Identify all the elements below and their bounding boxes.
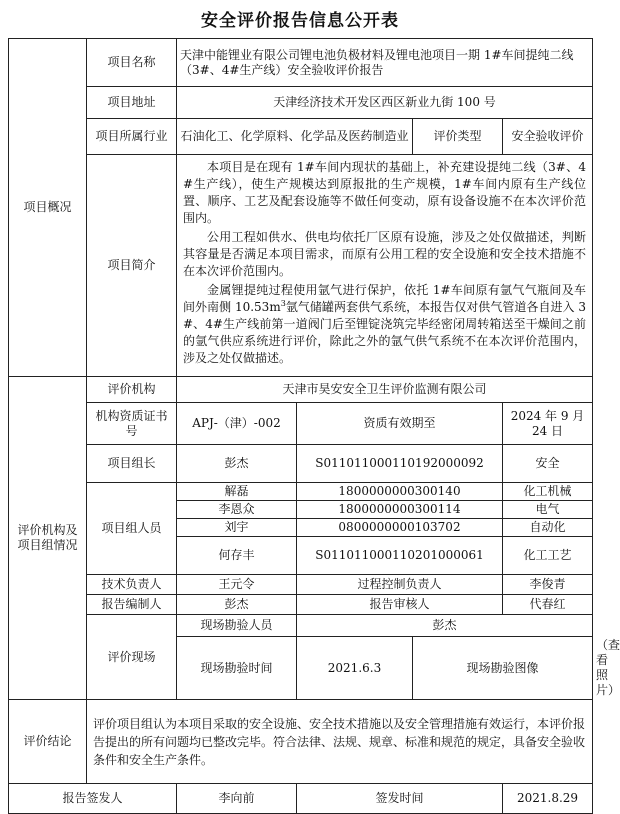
member-id: 1800000000300140 (297, 483, 503, 501)
member-name: 何存丰 (177, 537, 297, 575)
member-name: 解磊 (177, 483, 297, 501)
member-name: 刘宇 (177, 519, 297, 537)
report-table (8, 38, 620, 814)
leader-name: 彭杰 (177, 445, 297, 483)
project-name-label: 项目名称 (87, 39, 177, 87)
validity-value: 2024 年 9 月 24 日 (503, 403, 593, 445)
intro-text (177, 155, 593, 377)
site-staff-label: 现场勘验人员 (177, 615, 297, 637)
reviewer-label: 报告审核人 (297, 595, 503, 615)
table-row (9, 87, 593, 119)
eval-type-label: 评价类型 (413, 119, 503, 155)
address-value: 天津经济技术开发区西区新业九街 100 号 (177, 87, 593, 119)
site-time-label: 现场勘验时间 (177, 637, 297, 700)
member-field: 电气 (503, 501, 593, 519)
members-label: 项目组人员 (87, 483, 177, 575)
member-field: 自动化 (503, 519, 593, 537)
eval-type-value: 安全验收评价 (503, 119, 593, 155)
table-row (9, 445, 593, 483)
table-row (9, 700, 593, 784)
member-field: 化工工艺 (503, 537, 593, 575)
industry-label: 项目所属行业 (87, 119, 177, 155)
intro-paragraph-1: 本项目是在现有 1#车间内现状的基础上，补充建设提纯二线（3#、4#生产线），使生产规模达到原报批的生产规模，1#车间内原有生产线位置、顺序、工艺及配套设施等不做任何变动，原有设备设施不在本次评价范围内。 (183, 160, 587, 225)
page-title: 安全评价报告信息公开表 (201, 11, 399, 31)
leader-label: 项目组长 (87, 445, 177, 483)
table-row (9, 575, 593, 595)
site-time-value: 2021.6.3 (297, 637, 413, 700)
table-row (9, 403, 593, 445)
table-row (9, 155, 593, 377)
superscript-3: 3 (280, 299, 286, 308)
section-overview: 项目概况 (9, 39, 87, 377)
writer-value: 彭杰 (177, 595, 297, 615)
leader-id: S011011000110192000092 (297, 445, 503, 483)
member-id: 1800000000300114 (297, 501, 503, 519)
table-row (9, 784, 593, 814)
address-label: 项目地址 (87, 87, 177, 119)
org-label: 评价机构 (87, 377, 177, 403)
reviewer-value: 代春红 (503, 595, 593, 615)
table-row (9, 39, 593, 87)
project-name-value: 天津中能锂业有限公司锂电池负极材料及锂电池项目一期 1#车间提纯二线（3#、4#生产线）安全验收评价报告 (177, 39, 593, 87)
industry-value: 石油化工、化学原料、化学品及医药制造业 (177, 119, 413, 155)
process-label: 过程控制负责人 (297, 575, 503, 595)
intro-paragraph-3b: 氩气储罐两套供气系统，本报告仅对供气管道各自进入 3#、4#生产线前第一道阀门后至锂锭浇筑完毕经密闭周转箱送至干燥间之前的氩气供应系统进行评价，除此之外的氩气供气系统不在本次评价范围内，涉及之处仅做描述。 (183, 300, 587, 365)
member-name: 李恩众 (177, 501, 297, 519)
validity-label: 资质有效期至 (297, 403, 503, 445)
tech-label: 技术负责人 (87, 575, 177, 595)
signer-value: 李向前 (177, 784, 297, 814)
intro-paragraph-3a: 金属锂提纯过程使用氩气进行保护，依托 1#车间原有氩气气瓶间及车间外南侧 10.53m (183, 283, 587, 314)
sign-time-label: 签发时间 (297, 784, 503, 814)
table-row (9, 615, 593, 637)
writer-label: 报告编制人 (87, 595, 177, 615)
intro-label: 项目简介 (87, 155, 177, 377)
table-row (9, 483, 593, 501)
intro-paragraph-3 (183, 282, 586, 367)
signer-label: 报告签发人 (9, 784, 177, 814)
process-value: 李俊青 (503, 575, 593, 595)
site-staff-value: 彭杰 (297, 615, 593, 637)
table-row (9, 377, 593, 403)
table-row (9, 595, 593, 615)
section-site: 评价现场 (87, 615, 177, 700)
cert-value: APJ-（津）-002 (177, 403, 297, 445)
section-conclusion: 评价结论 (9, 700, 87, 784)
intro-paragraph-2: 公用工程如供水、供电均依托厂区原有设施，涉及之处仅做描述，判断其容量是否满足本项目需求，而原有公用工程的安全设施和安全技术措施不在本次评价范围内。 (183, 230, 587, 278)
table-row: 现场勘验时间 2021.6.3 现场勘验图像 （查看照片） (9, 637, 593, 700)
table-row (9, 119, 593, 155)
member-id: 0800000000103702 (297, 519, 503, 537)
site-image-label: 现场勘验图像 (413, 637, 593, 700)
sign-time-value: 2021.8.29 (503, 784, 593, 814)
cert-label: 机构资质证书号 (87, 403, 177, 445)
tech-value: 王元令 (177, 575, 297, 595)
conclusion-text: 评价项目组认为本项目采取的安全设施、安全技术措施以及安全管理措施有效运行，本评价报告提出的所有问题均已整改完毕。符合法律、法规、规章、标准和规范的规定，具备安全验收条件和安全生产条件。 (87, 700, 593, 784)
member-field: 化工机械 (503, 483, 593, 501)
leader-field: 安全 (503, 445, 593, 483)
member-id: S011011000110201000061 (297, 537, 503, 575)
section-agency: 评价机构及项目组情况 (9, 377, 87, 700)
org-value: 天津市昊安安全卫生评价监测有限公司 (177, 377, 593, 403)
